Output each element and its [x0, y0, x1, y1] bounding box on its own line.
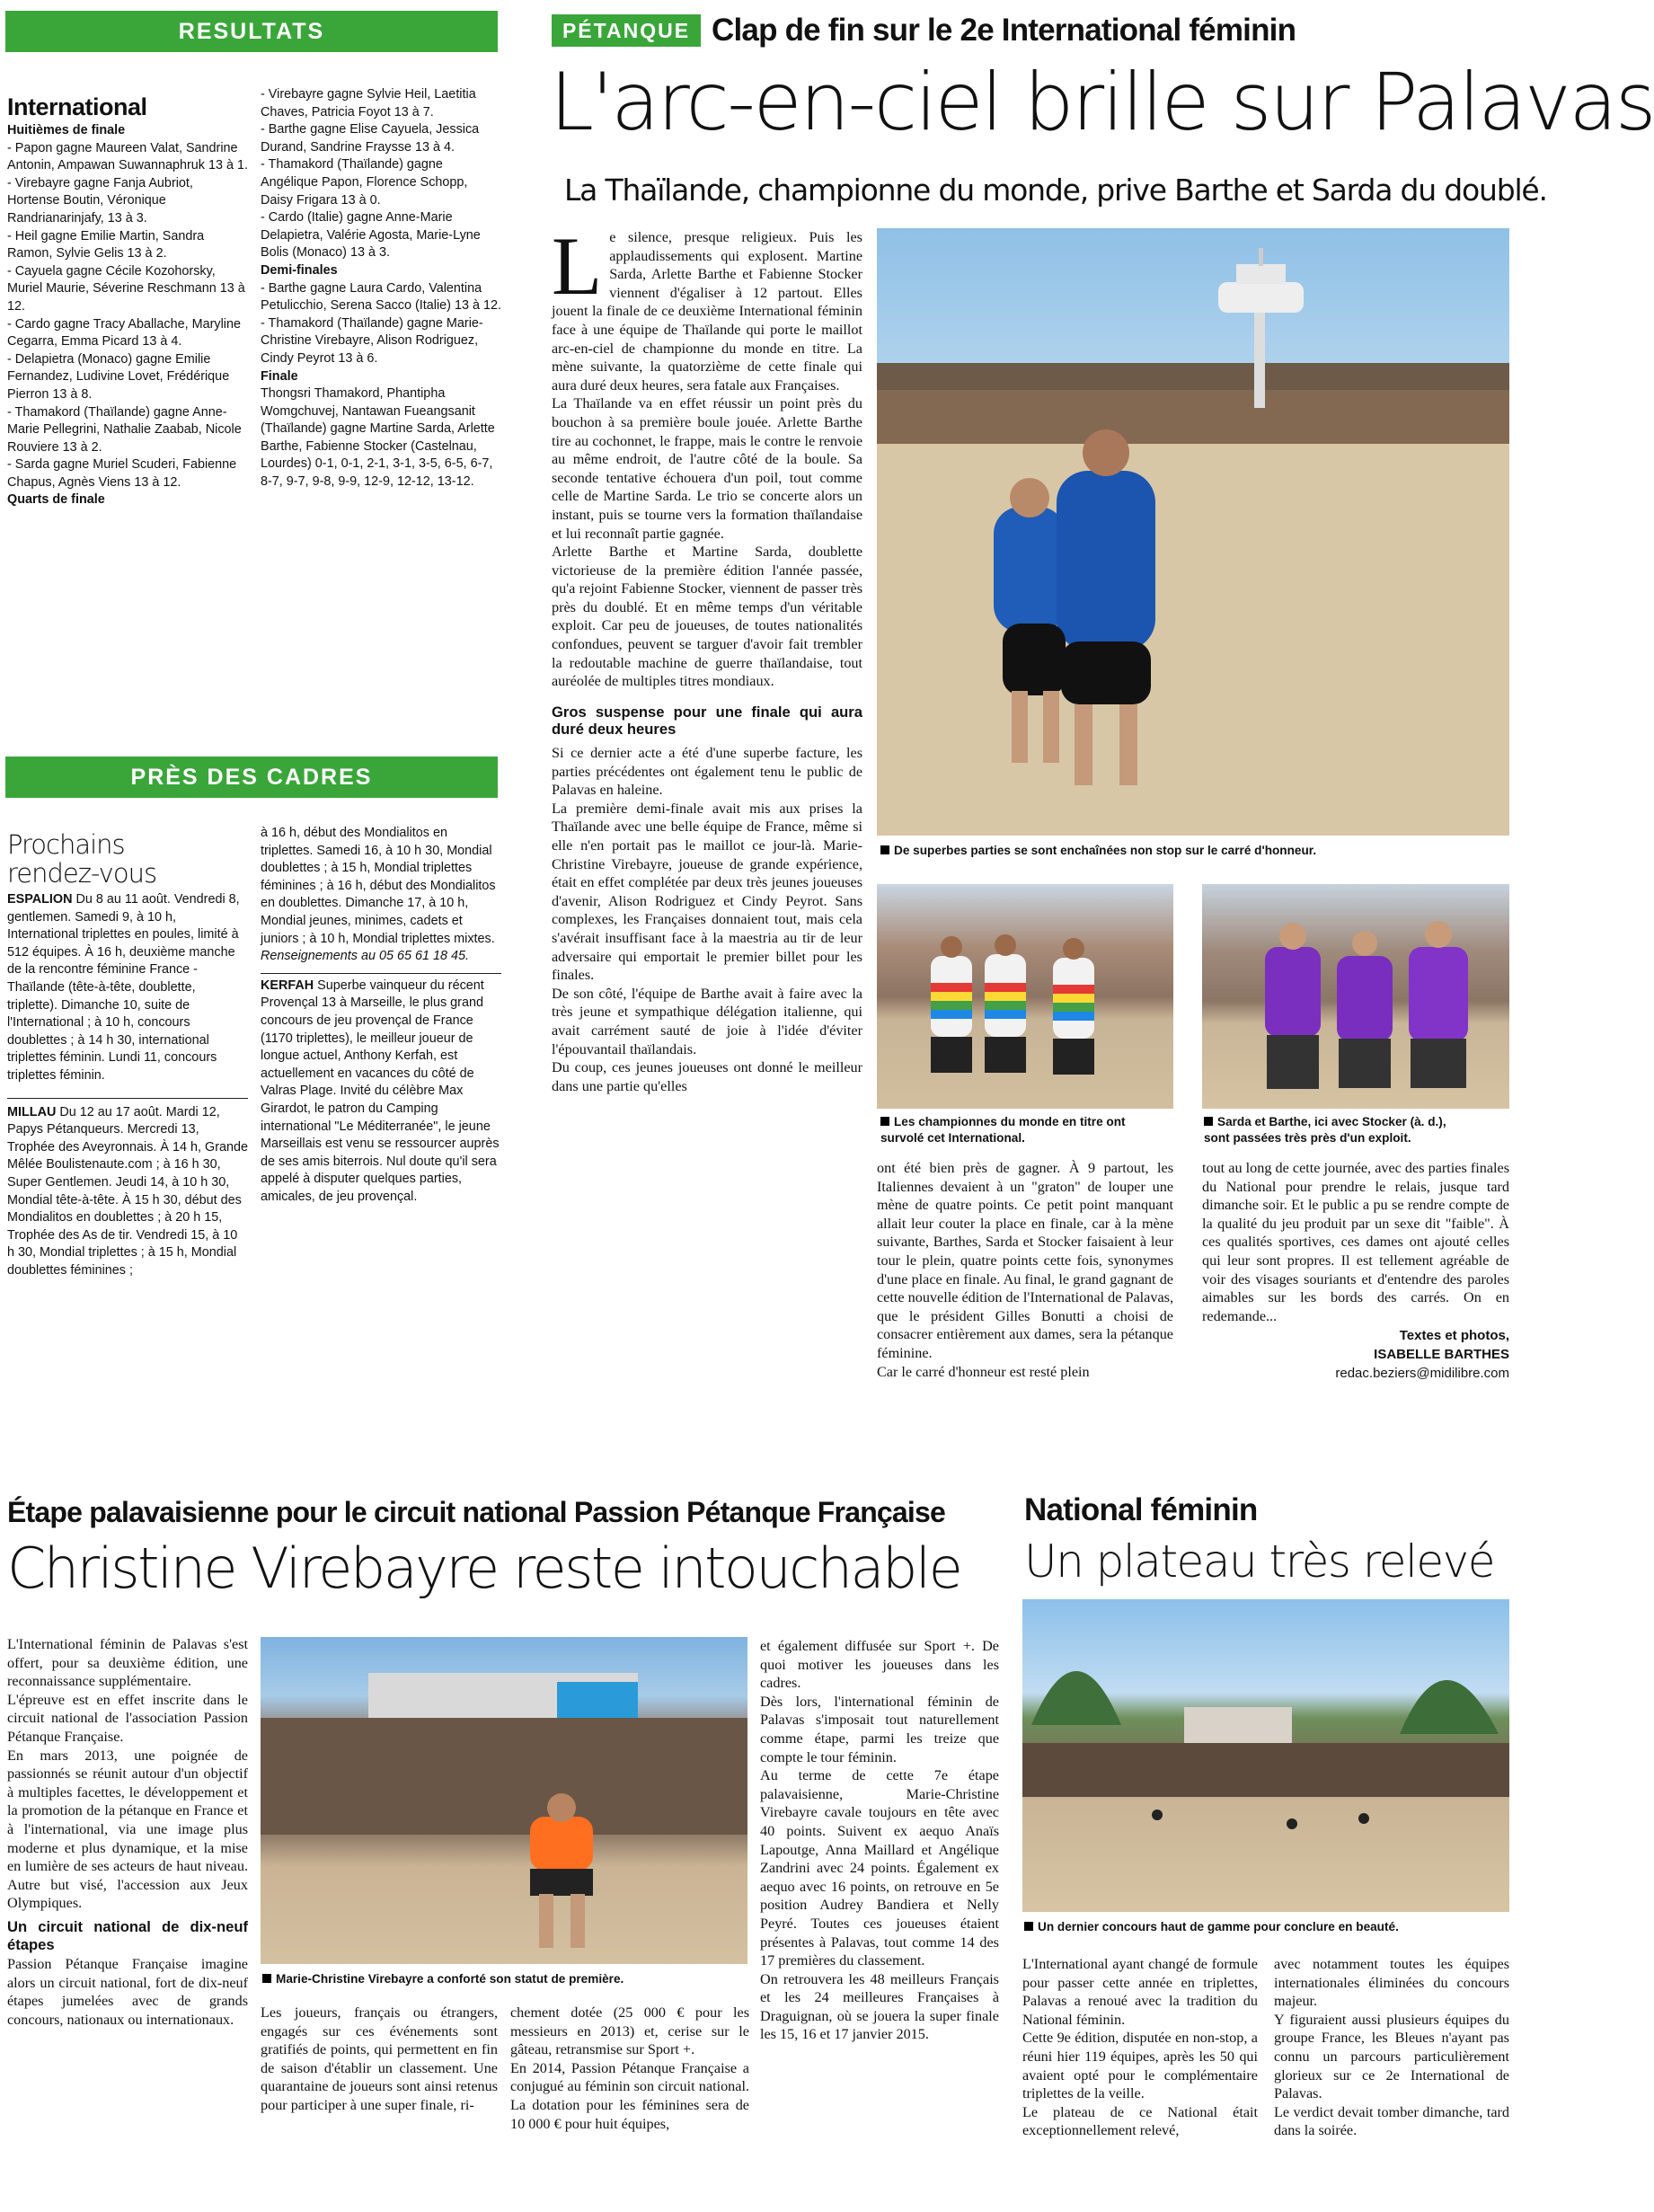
natfem-kicker: National féminin: [1024, 1492, 1258, 1527]
main-c2: ont été bien près de gagner. À 9 partout, les Italiennes devaient à un "graton" de louper une mène de quatre points. Ce petit point manquant allait leur couter la place en finale, car à la mène suivante, Barthes, Sarda et Stocker faisaient à leur tour le plein, quatre points cette fois, synonymes d'une place en finale. Au final, le grand gagnant de cette nouvelle édition de l'International de Palavas, que le président Gilles Bonutti a choisi de consacrer entièrement aux dames, sera la pétanque féminine.: [877, 1160, 1173, 1361]
photo-national: [1022, 1599, 1509, 1912]
espalion-block: [7, 891, 248, 1085]
caption-photo2: Les championnes du monde en titre ont survolé cet International.: [880, 1115, 1126, 1145]
millau-block: [7, 1104, 248, 1280]
main-p1: e silence, presque religieux. Puis les applaudissements qui explosent. Martine Sarda, Arlette Barthe et Fabienne Stocker viennent d'égaliser à 12 partout. Elles jouent la finale de ce deuxième International féminin face à une équipe de Thaïlande qui porte le maillot arc-en-ciel de championne du monde en titre. La mène suivante, la quatorzième de cette finale qui aura duré deux heures, sera fatale aux Françaises.: [552, 229, 862, 394]
vire-b1: Les joueurs, français ou étrangers, engagés sur ces événements sont gratifiés de points, qui permettent en fin de saison d'établir un classement. Une quarantaine de joueurs sont ainsi retenus pour participer à une super finale, ri-: [261, 2004, 498, 2113]
natfem-f: Le verdict devait tomber dimanche, tard dans la soirée.: [1274, 2103, 1509, 2139]
result-line: - Thamakord (Thaïlande) gagne Marie-Christine Virebayre, Alison Rodriguez, Cindy Peyrot 13 à 6.: [261, 315, 483, 366]
main-p2: La Thaïlande va en effet réussir un point près du bouchon à sa première boule jouée. Arlette Barthe tire au cochonnet, le frappe, mais le contre le renvoie au même endroit, de l'autre côté de la boule. Sa seconde tentative échouera d'un poil, tout comme celle de Martine Sarda. Le trio se concerte alors un instant, puis se tourne vers la formation thaïlandaise et lui reconnaît partie gagnée.: [552, 395, 862, 542]
resultats-col2: [261, 86, 501, 491]
caption-photo4: Marie-Christine Virebayre a conforté son statut de première.: [262, 1971, 747, 1987]
result-line: - Barthe gagne Laura Cardo, Valentina Petulicchio, Serena Sacco (Italie) 13 à 12.: [261, 280, 501, 314]
photo3-scene: [1202, 884, 1509, 1109]
result-line: - Cardo (Italie) gagne Anne-Marie Delapietra, Valérie Agosta, Marie-Lyne Bolis (Monaco) 13 à 3.: [261, 210, 481, 261]
natfem-title: Un plateau très relevé: [1024, 1535, 1495, 1588]
stage-huitiemes: Huitièmes de finale: [7, 123, 126, 137]
natfem-c: Le plateau de ce National était exceptionnellement relevé,: [1022, 2103, 1258, 2139]
main-col3: [1202, 1159, 1509, 1383]
credit-line2: ISABELLE BARTHES: [1374, 1346, 1509, 1362]
caption-square-icon: [880, 845, 889, 854]
vire-col4: [760, 1637, 999, 2044]
tag-petanque: PÉTANQUE: [552, 14, 701, 47]
vire-c3p2: Dès lors, l'international féminin de Palavas s'imposait tout naturellement comme étape, parmi les treize que compte le tour féminin.: [760, 1693, 999, 1765]
millau-text: Du 12 au 17 août. Mardi 12, Papys Pétanqueurs. Mercredi 13, Trophée des Aveyronnais. À 14 h, Grande Mêlée Boulistenaute.com ; à 16 h 30, Super Gentlemen. Jeudi 14, à 10 h 30, Mondial tête-à-tête. À 15 h 30, début des Mondialitos en doublettes ; à 20 h 15, Trophée des As de tir. Vendredi 15, à 10 h 30, Mondial triplettes ; à 15 h, Mondial doublettes féminines ;: [7, 1104, 248, 1278]
main-col1: [552, 220, 862, 1095]
drop-cap: L: [552, 220, 603, 312]
photo4-scene: [261, 1637, 747, 1964]
credit-email: redac.beziers@midilibre.com: [1335, 1365, 1509, 1381]
resultats-col1: [7, 93, 248, 509]
caption-square-icon: [880, 1117, 889, 1126]
kerfah-place: KERFAH: [261, 978, 314, 993]
resultats-band: RESULTATS: [5, 11, 498, 52]
result-line: - Barthe gagne Elise Cayuela, Jessica Durand, Sandrine Fraysse 13 à 4.: [261, 122, 480, 155]
caption-photo1: De superbes parties se sont enchaînées non stop sur le carré d'honneur.: [880, 843, 1509, 859]
renseignements: Renseignements au 05 65 61 18 45.: [261, 949, 470, 964]
kerfah-text: Superbe vainqueur du récent Provençal 13 à Marseille, le plus grand concours de jeu provençal de France (1170 triplettes), le meilleur joueur de longue actuel, Anthony Kerfah, est actuellement en vacances du côté de Valras Plage. Invité du célèbre Max Girardot, le patron du Camping international "Le Méditerranée", le jeune Marseillais est venu se ressourcer auprès de ses amis biterrois. Nul doute qu'il sera appelé à disputer quelques parties, amicales, de jeu provençal.: [261, 978, 500, 1204]
espalion-place: ESPALION: [7, 892, 73, 907]
vire-b3: En 2014, Passion Pétanque Française a conjugué au féminin son circuit national. La dotation pour les féminines sera de 10 000 € pour huit équipes,: [510, 2059, 749, 2132]
result-line: - Sarda gagne Muriel Scuderi, Fabienne Chapus, Agnès Viens 13 à 12.: [7, 457, 237, 490]
caption-square-icon: [262, 1974, 271, 1983]
main-p3: Arlette Barthe et Martine Sarda, doublette victorieuse de la première édition l'année passée, qu'a rejoint Fabienne Stocker, viennent de passer très près du doublé. Et en même temps d'un véritable exploit. Car peu de joueuses, de toutes nationalités confondues, peuvent se targuer d'avoir fait trembler la redoutable machine de guerre thaïlandaise, tout auréolée de multiples titres mondiaux.: [552, 544, 862, 690]
result-finale: Thongsri Thamakord, Phantipha Womgchuvej, Nantawan Fueangsanit (Thaïlande) gagne Martine Sarda, Arlette Barthe, Fabienne Stocker (Castelnau, Lourdes) 0-1, 0-1, 2-1, 3-1, 3-5, 6-5, 6-7, 8-7, 9-7, 9-8, 9-9, 12-9, 12-12, 13-12.: [261, 386, 495, 490]
cadres-band: PRÈS DES CADRES: [5, 757, 498, 798]
vire-col2: [261, 2004, 498, 2115]
cadres-col1: [7, 830, 248, 1279]
cadres-col2: [261, 825, 501, 1206]
vire-p2: L'épreuve est en effet inscrite dans le circuit national de l'association Passion Pétanque Française.: [7, 1691, 248, 1745]
photo2-scene: [877, 884, 1173, 1109]
espalion-text: Du 8 au 11 août. Vendredi 8, gentlemen. Samedi 9, à 10 h, International triplettes en poules, limité à 512 équipes. À 16 h, deuxième manche de la rencontre féminine France - Thaïlande (tête-à-tête, doublette, triplette). Dimanche 10, suite de l'International ; à 10 h, concours doublettes ; à 14 h 30, international triplettes féminin. Lundi 11, concours triplettes féminin.: [7, 892, 240, 1083]
natfem-b: Cette 9e édition, disputée en non-stop, a réuni hier 119 équipes, après les 50 qui avaient opté pour le complémentaire triplettes de la veille.: [1022, 2030, 1258, 2102]
vire-kicker: Étape palavaisienne pour le circuit national Passion Pétanque Française: [7, 1496, 946, 1528]
vire-subhead: Un circuit national de dix-neuf étapes: [7, 1917, 248, 1953]
main-p5: La première demi-finale avait mis aux prises la Thaïlande avec une belle équipe de France, même si elle n'en portait pas le maillot ce jour-là. Marie-Christine Virebayre, joueuse de grande expérience, était en effet complétée par deux très jeunes joueuses d'avenir, Alison Rodriguez et Cindy Peyrot. Sans complexes, les Françaises donnaient tout, mais cela s'avérait insuffisant face à la maestria au tir de leur adversaire qui emportait le premier billet pour les finales.: [552, 800, 862, 984]
result-line: - Virebayre gagne Sylvie Heil, Laetitia Chaves, Patricia Foyot 13 à 7.: [261, 87, 476, 119]
vire-col1: [7, 1635, 248, 2029]
section-international: International: [7, 93, 147, 120]
vire-p1: L'International féminin de Palavas s'est offert, pour sa deuxième édition, une reconnaissance supplémentaire.: [7, 1636, 248, 1690]
millau-place: MILLAU: [7, 1104, 57, 1119]
result-line: - Heil gagne Emilie Martin, Sandra Ramon, Sylvie Gelis 13 à 2.: [7, 228, 205, 261]
main-title: L'arc-en-ciel brille sur Palavas: [550, 56, 1654, 148]
photo1-scene: [877, 228, 1509, 836]
vire-b2: chement dotée (25 000 € pour les messieurs en 2013) et, cerise sur le gâteau, retransmise sur Sport +.: [510, 2004, 749, 2058]
kerfah-block: [261, 978, 501, 1207]
vire-p4: Passion Pétanque Française imagine alors un circuit national, fort de dix-neuf étapes jumelées avec de grands concours, nationaux ou internationaux.: [7, 1956, 248, 2028]
natfem-d: avec notamment toutes les équipes internationales éliminées du concours majeur.: [1274, 1956, 1509, 2010]
stage-demi: Demi-finales: [261, 262, 338, 278]
vire-c3p3: Au terme de cette 7e étape palavaisienne, Marie-Christine Virebayre cavale toujours en tête avec 40 points. Suivent ex aequo Anaïs Lapoutge, Anna Maillard et Angélique Zandrini avec 24 points. Également ex aequo avec 16 points, on retrouve en 5e position Audrey Bandiera et Nelly Peyré. Toutes ces joueuses étaient présentes à Palavas, tout comme 14 des 17 premières du classement.: [760, 1767, 999, 1969]
natfem-col1: [1022, 1955, 1258, 2140]
result-line: - Thamakord (Thaïlande) gagne Anne-Marie Pellegrini, Nathalie Zaabab, Nicole Rouviere 13 à 2.: [7, 404, 242, 455]
result-line: - Virebayre gagne Fanja Aubriot, Hortense Boutin, Véronique Randrianarinjafy, 13 à 3.: [7, 175, 193, 226]
main-p4: Si ce dernier acte a été d'une superbe facture, les parties précédentes ont également tenu le public de Palavas en haleine.: [552, 745, 862, 799]
main-p6: De son côté, l'équipe de Barthe avait à faire avec la très jeune et sympathique délégation italienne, qui avait carrément sauté de joie à l'idée d'éviter l'épouvantail thaïlandais.: [552, 985, 862, 1057]
vire-c3p4: On retrouvera les 48 meilleurs Français et les 24 meilleures Françaises à Draguignan, où se jouera la super finale les 15, 16 et 17 janvier 2015.: [760, 1970, 999, 2043]
main-c2b: Car le carré d'honneur est resté plein: [877, 1363, 1090, 1380]
photo-italian-players: [877, 228, 1509, 836]
natfem-col2: [1274, 1955, 1509, 2140]
credit-line1: Textes et photos,: [1399, 1328, 1509, 1344]
photo5-scene: [1022, 1599, 1509, 1912]
result-line: - Cardo gagne Tracy Aballache, Maryline Cegarra, Emma Picard 13 à 4.: [7, 316, 241, 349]
mondial-text: à 16 h, début des Mondialitos en triplettes. Samedi 16, à 10 h 30, Mondial doublettes ; à 15 h, Mondial triplettes féminines ; à 16 h, début des Mondialitos en doublettes. Dimanche 17, à 10 h, Mondial jeunes, minimes, cadets et juniors ; à 10 h, Mondial triplettes mixtes.: [261, 826, 496, 946]
vire-c3p1: et également diffusée sur Sport +. De quoi motiver les joueuses dans les cadres.: [760, 1638, 999, 1692]
caption-photo5: Un dernier concours haut de gamme pour conclure en beauté.: [1024, 1919, 1509, 1935]
main-kicker: Clap de fin sur le 2e International féminin: [712, 13, 1296, 48]
photo-thai-champions: [877, 884, 1173, 1109]
caption-photo3: Sarda et Barthe, ici avec Stocker (à. d.), sont passées très près d'un exploit.: [1204, 1115, 1446, 1145]
photo-virebayre: [261, 1637, 747, 1964]
main-c3: tout au long de cette journée, avec des parties finales du National pour prendre le relais, jusque tard dimanche soir. Et le public a pu se rendre compte de la qualité du jeu produit par un sexe dit "faible". À ces qualités sportives, ces dames ont ajouté celles qui leur sont propres. Il est tellement agréable de voir des visages souriants et d'entendre des paroles aimables sur les bords des carrés. On en redemande...: [1202, 1160, 1509, 1324]
result-line: - Thamakord (Thaïlande) gagne Angélique Papon, Florence Schopp, Daisy Frigara 13 à 0.: [261, 157, 468, 208]
natfem-e: Y figuraient aussi plusieurs équipes du groupe France, les Bleues n'ayant pas connu un parcours particulièrement glorieux sur ce 2e International de Palavas.: [1274, 2011, 1509, 2102]
caption-square-icon: [1024, 1922, 1033, 1931]
result-line: - Papon gagne Maureen Valat, Sandrine Antonin, Ampawan Suwannaphruk 13 à 1.: [7, 140, 249, 173]
cadres-title: Prochains rendez-vous: [7, 829, 157, 889]
photo-sarda-barthe: [1202, 884, 1509, 1109]
main-subtitle: La Thaïlande, championne du monde, prive Barthe et Sarda du doublé.: [564, 173, 1547, 208]
stage-quarts: Quarts de finale: [7, 492, 105, 508]
main-subhead: Gros suspense pour une finale qui aura duré deux heures: [552, 703, 862, 739]
result-line: - Delapietra (Monaco) gagne Emilie Fernandez, Ludivine Lovet, Frédérique Pierron 13 à 8.: [7, 351, 230, 402]
main-col2: [877, 1159, 1173, 1381]
vire-p3: En mars 2013, une poignée de passionnés se réunit autour d'un objectif à multiples facettes, le développement et la promotion de la pétanque en France et à l'international, via une image plus moderne et plus dynamique, et la mise en lumière de ses acteurs de haut niveau. Autre but visé, l'accession aux Jeux Olympiques.: [7, 1747, 248, 1912]
vire-title: Christine Virebayre reste intouchable: [7, 1535, 961, 1601]
vire-col3: [510, 2004, 749, 2133]
main-p7: Du coup, ces jeunes joueuses ont donné le meilleur dans une partie qu'elles: [552, 1059, 862, 1094]
caption-square-icon: [1204, 1117, 1213, 1126]
result-line: - Cayuela gagne Cécile Kozohorsky, Muriel Maurie, Séverine Reschmann 13 à 12.: [7, 263, 245, 314]
stage-finale: Finale: [261, 368, 298, 384]
natfem-a: L'International ayant changé de formule pour passer cette année en triplettes, Palavas a renoué avec la tradition du National féminin.: [1022, 1956, 1258, 2028]
